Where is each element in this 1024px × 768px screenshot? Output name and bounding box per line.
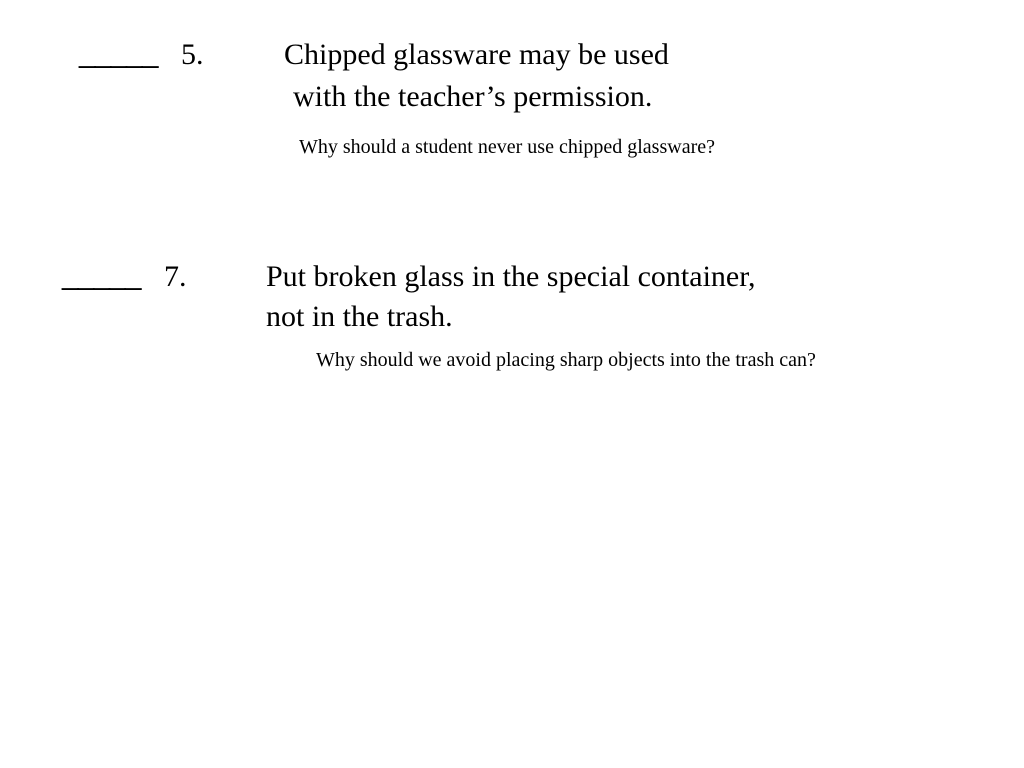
statement-line-1: Put broken glass in the special container, xyxy=(266,260,756,293)
item-number: 7. xyxy=(164,260,187,293)
answer-blank: _____ xyxy=(62,258,141,291)
answer-blank: _____ xyxy=(79,36,158,69)
statement-line-2: not in the trash. xyxy=(266,300,453,333)
item-number: 5. xyxy=(181,38,204,71)
question-text: Why should a student never use chipped glassware? xyxy=(299,136,715,158)
question-text: Why should we avoid placing sharp objects into the trash can? xyxy=(316,349,816,371)
statement-line-1: Chipped glassware may be used xyxy=(284,38,669,71)
statement-line-2: with the teacher’s permission. xyxy=(293,80,653,113)
